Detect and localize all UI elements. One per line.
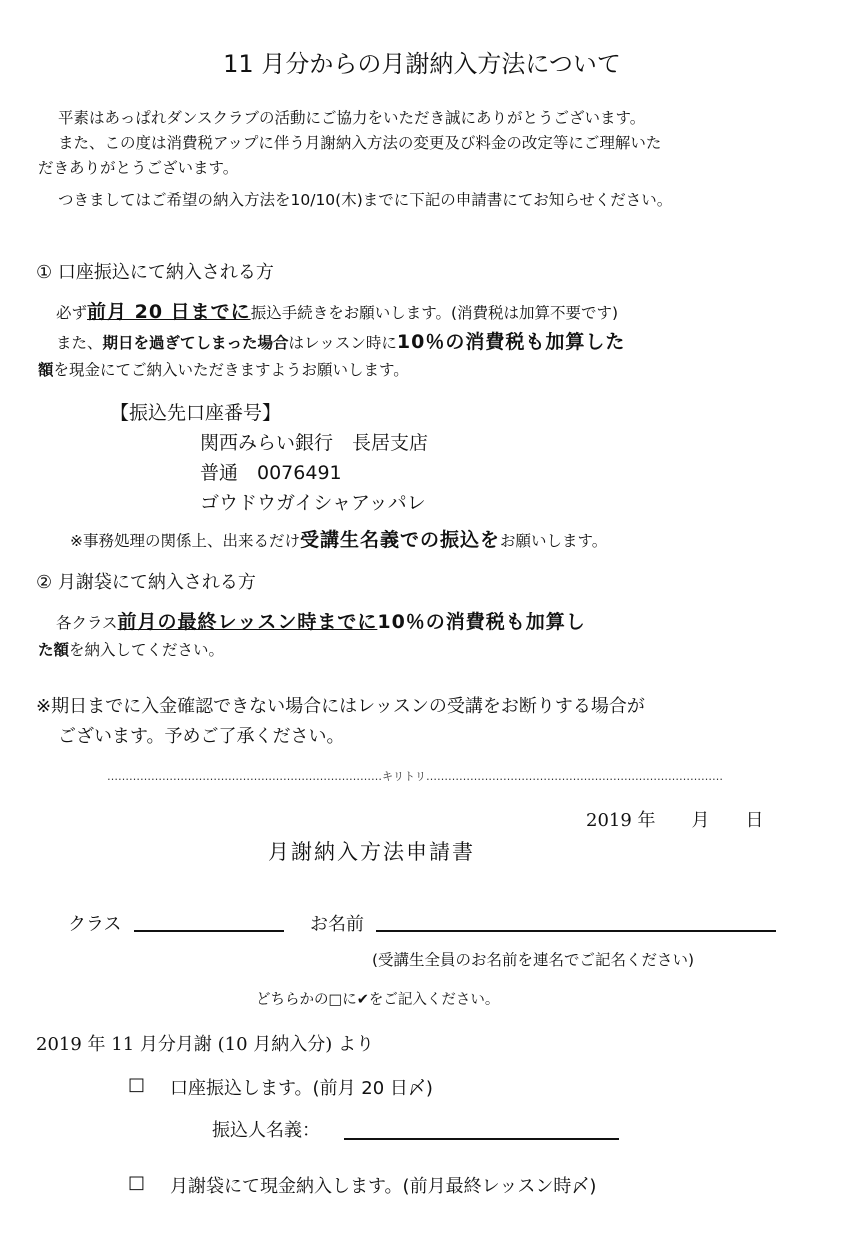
bank-name: 関西みらい銀行 長居支店 — [200, 432, 429, 454]
section1-l3-a: 額 — [38, 361, 54, 379]
page-title: 11 月分からの月謝納入方法について — [223, 50, 621, 78]
warning-line-1: ※期日までに入金確認できない場合にはレッスンの受講をお断りする場合が — [36, 696, 645, 717]
intro-line-3: だきありがとうございます。 — [38, 159, 239, 177]
section2-heading: ② 月謝袋にて納入される方 — [36, 572, 256, 593]
class-field[interactable] — [134, 930, 284, 932]
payer-name-field[interactable] — [344, 1138, 619, 1140]
intro-line-1: 平素はあっぱれダンスクラブの活動にご協力をいただき誠にありがとうございます。 — [58, 109, 646, 127]
section2-tax-emphasis: 10％の消費税も加算し — [377, 611, 586, 633]
name-field[interactable] — [376, 930, 776, 932]
section1-line-3 — [38, 358, 409, 382]
late-case-emphasis: 期日を過ぎてしまった場合 — [102, 334, 289, 352]
section1-l1-a: 必ず — [56, 304, 88, 322]
name-label: お名前 — [310, 914, 364, 935]
section1-l2-a: また、 — [56, 334, 103, 352]
tax-emphasis: 10％の消費税も加算した — [396, 331, 626, 353]
section2-line-1 — [56, 610, 586, 635]
option2-checkbox[interactable]: □ — [128, 1172, 146, 1193]
from-line: 2019 年 11 月分月謝 (10 月納入分) より — [36, 1034, 374, 1055]
name-note: (受講生全員のお名前を連名でご記名ください) — [372, 951, 695, 969]
option2-label: 月謝袋にて現金納入します。(前月最終レッスン時〆) — [170, 1176, 597, 1197]
last-lesson-emphasis: 前月の最終レッスン時までに — [117, 611, 378, 633]
payer-label: 振込人名義： — [212, 1120, 320, 1141]
option1-checkbox[interactable]: □ — [128, 1074, 146, 1095]
section1-line-2 — [56, 330, 625, 355]
cut-dots-left: ………………………………………………………………… — [107, 770, 382, 783]
form-date: 2019 年 月 日 — [586, 810, 764, 831]
cut-line — [40, 768, 790, 784]
warning-line-2: ございます。予めご了承ください。 — [58, 726, 345, 747]
section1-line-1 — [56, 300, 618, 325]
section1-note — [70, 528, 607, 553]
section2-l2-b: を納入してください。 — [69, 641, 225, 659]
form-title: 月謝納入方法申請書 — [268, 840, 475, 864]
cut-label: キリトリ — [382, 770, 426, 783]
account-number: 普通 0076491 — [200, 462, 342, 484]
section2-l1-a: 各クラス — [56, 614, 118, 632]
section1-l2-c: はレッスン時に — [288, 334, 397, 352]
note-c: お願いします。 — [500, 532, 608, 550]
deadline-emphasis: 前月 20 日までに — [87, 301, 251, 323]
intro-line-2: また、この度は消費税アップに伴う月謝納入方法の変更及び料金の改定等にご理解いた — [58, 134, 662, 152]
account-holder: ゴウドウガイシャアッパレ — [200, 492, 426, 514]
account-label: 【振込先口座番号】 — [110, 402, 282, 424]
intro-line-4: つきましてはご希望の納入方法を10/10(木)までに下記の申請書にてお知らせください。 — [58, 191, 673, 209]
section1-l1-c: 振込手続きをお願いします。(消費税は加算不要です) — [250, 304, 619, 322]
option1-label: 口座振込します。(前月 20 日〆) — [170, 1078, 433, 1099]
class-label: クラス — [68, 914, 122, 935]
section2-line-2 — [38, 638, 224, 662]
cut-dots-right: ……………………………………………………………………… — [426, 770, 723, 783]
section1-heading: ① 口座振込にて納入される方 — [36, 262, 274, 283]
note-a: ※事務処理の関係上、出来るだけ — [70, 532, 300, 550]
section1-l3-b: を現金にてご納入いただきますようお願いします。 — [53, 361, 409, 379]
name-emphasis: 受講生名義での振込を — [300, 529, 501, 551]
check-instruction: どちらかの□に✔をご記入ください。 — [256, 992, 500, 1008]
section2-l2-a: た額 — [38, 641, 70, 659]
